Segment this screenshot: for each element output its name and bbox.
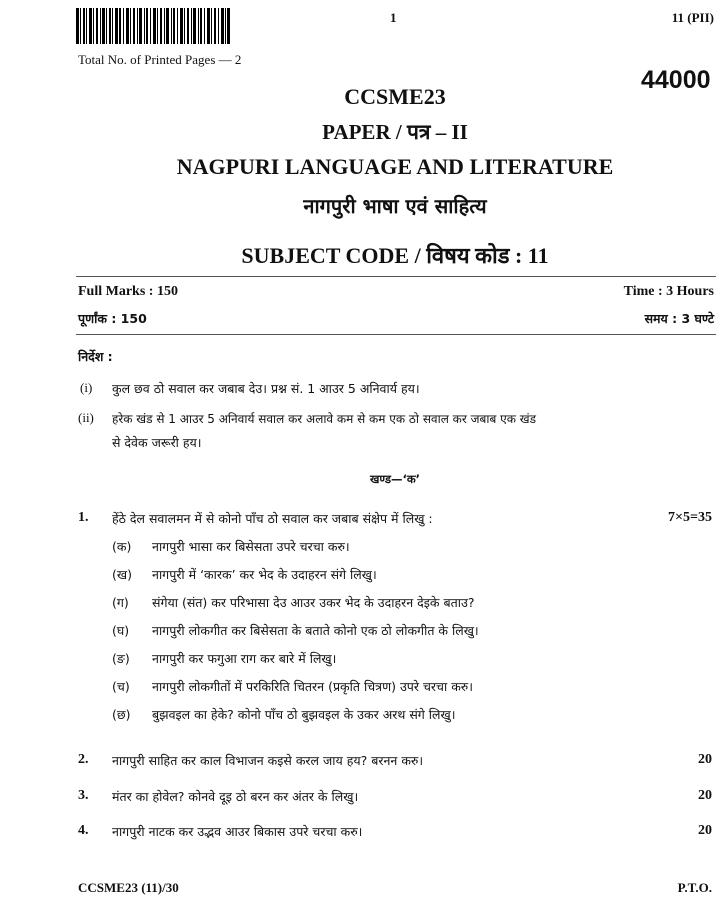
question-marks: 20 bbox=[698, 823, 712, 838]
instruction-text: हरेक खंड से 1 आउर 5 अनिवार्य सवाल कर अलावे कम से कम एक ठो सवाल कर जबाब एक खंड bbox=[112, 412, 537, 426]
sub-question-label: (च) bbox=[112, 679, 130, 694]
full-marks-english: Full Marks : 150 bbox=[78, 284, 178, 299]
sub-question bbox=[112, 650, 336, 667]
subject-title-english: NAGPURI LANGUAGE AND LITERATURE bbox=[176, 154, 614, 179]
question-number: 1. bbox=[78, 510, 89, 525]
section-title: खण्ड—‘क’ bbox=[369, 472, 421, 486]
sub-question-text: संगेया (संत) कर परिभासा देउ आउर उकर भेद के उदाहरन देइके बताउ? bbox=[152, 595, 475, 610]
instructions-heading: निर्देश : bbox=[78, 349, 113, 364]
sub-question bbox=[112, 678, 473, 695]
sub-question-label: (ग) bbox=[112, 595, 129, 610]
sub-question bbox=[112, 706, 455, 723]
question-marks: 20 bbox=[698, 788, 712, 803]
instruction-text-continued: से देवेक जरूरी हय। bbox=[112, 435, 202, 450]
divider bbox=[76, 276, 716, 277]
footer-code: CCSME23 (11)/30 bbox=[78, 880, 179, 895]
sub-question-label: (क) bbox=[112, 539, 132, 554]
instruction-number: (ii) bbox=[78, 410, 94, 425]
sub-question-label: (घ) bbox=[112, 623, 130, 638]
question-text: नागपुरी नाटक कर उद्भव आउर बिकास उपरे चरचा करु। bbox=[112, 824, 363, 839]
paper-code: 11 (PII) bbox=[671, 10, 714, 25]
course-code: CCSME23 bbox=[344, 84, 446, 109]
printed-pages-note: Total No. of Printed Pages — 2 bbox=[78, 52, 242, 67]
sub-question bbox=[112, 622, 479, 639]
serial-number: 44000 bbox=[641, 66, 711, 94]
instruction-number: (i) bbox=[80, 380, 93, 395]
question-marks: 20 bbox=[698, 752, 712, 767]
sub-question-label: (ङ) bbox=[112, 651, 130, 666]
question-number: 4. bbox=[78, 823, 89, 838]
sub-question-text: बुझवइल का हेके? कोनो पाँच ठो बुझवइल के उकर अरथ संगे लिखु। bbox=[152, 707, 456, 722]
time-hindi: समय : 3 घण्टे bbox=[644, 311, 714, 326]
sub-question-text: नागपुरी में ‘कारक’ कर भेद के उदाहरन संगे लिखु। bbox=[152, 567, 377, 582]
sub-question bbox=[112, 594, 474, 611]
sub-question-label: (छ) bbox=[112, 707, 131, 722]
paper-title: PAPER / पत्र – II bbox=[322, 120, 468, 144]
time-english: Time : 3 Hours bbox=[623, 284, 714, 299]
barcode-image bbox=[76, 8, 230, 44]
divider bbox=[76, 334, 716, 335]
sub-question-text: नागपुरी लोकगीतों में परकिरिति चितरन (प्रकृति चित्रण) उपरे चरचा करु। bbox=[152, 679, 474, 694]
question-text: नागपुरी साहित कर काल विभाजन कइसे करल जाय हय? बरनन करु। bbox=[112, 753, 424, 768]
sub-question-text: नागपुरी कर फगुआ राग कर बारे में लिखु। bbox=[152, 651, 337, 666]
instruction-text: कुल छव ठो सवाल कर जबाब देउ। प्रश्न सं. 1 आउर 5 अनिवार्य हय। bbox=[112, 381, 420, 396]
question-number: 3. bbox=[78, 788, 89, 803]
question-marks: 7×5=35 bbox=[668, 510, 712, 525]
page-number: 1 bbox=[390, 10, 397, 25]
full-marks-hindi: पूर्णांक : 150 bbox=[78, 311, 147, 326]
subject-code: SUBJECT CODE / विषय कोड : 11 bbox=[241, 243, 549, 268]
question-text: मंतर का होवेल? कोनवे दूइ ठो बरन कर अंतर के लिखु। bbox=[112, 789, 359, 804]
sub-question-text: नागपुरी लोकगीत कर बिसेसता के बताते कोनो एक ठो लोकगीत के लिखु। bbox=[152, 623, 479, 638]
footer-pto: P.T.O. bbox=[677, 880, 712, 895]
sub-question-label: (ख) bbox=[112, 567, 132, 582]
sub-question-text: नागपुरी भासा कर बिसेसता उपरे चरचा करु। bbox=[152, 539, 350, 554]
question-number: 2. bbox=[78, 752, 89, 767]
subject-title-hindi: नागपुरी भाषा एवं साहित्य bbox=[303, 194, 487, 218]
question-text: हेंठे देल सवालमन में से कोनो पाँच ठो सवाल कर जबाब संक्षेप में लिखु : bbox=[112, 511, 433, 526]
sub-question bbox=[112, 566, 377, 583]
sub-question bbox=[112, 538, 350, 555]
